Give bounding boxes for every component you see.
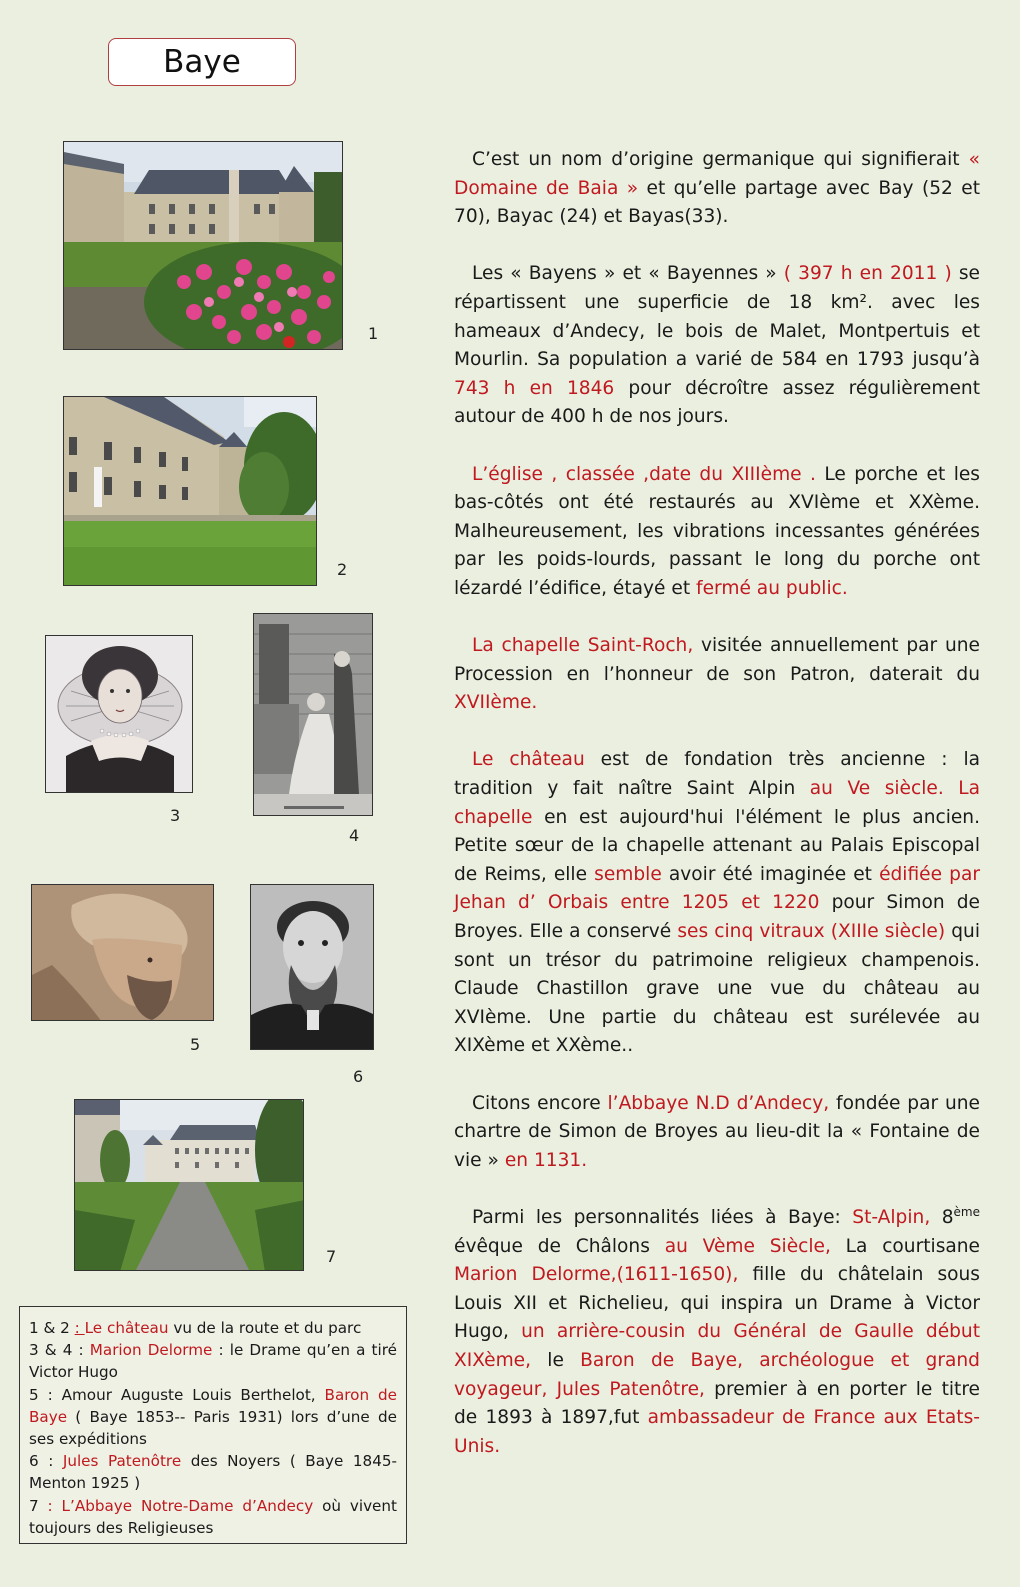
highlight-span: en 1131.: [504, 1149, 588, 1171]
paragraph-personalities: [454, 1204, 980, 1461]
paragraph-abbaye: [454, 1090, 980, 1176]
highlight-span: l’Abbaye N.D d’Andecy,: [607, 1092, 830, 1114]
text-span: 7: [29, 1496, 48, 1515]
highlight-span: 743 h en 1846: [454, 377, 615, 399]
text-span: qui sont un trésor du patrimoine religieux champenois. Claude Chastillon grave une vue du château au XVIème. Une partie du château est surélevée au XIXème et XXème..: [454, 921, 981, 1057]
photo-number-2: 2: [337, 560, 348, 579]
photo-number-6: 6: [353, 1067, 364, 1086]
article-text: [454, 146, 980, 1461]
text-span: C’est un nom d’origine germanique qui signifierait: [472, 149, 969, 170]
text-span: pour décroître assez régulièrement autour de 400 h de nos jours.: [454, 377, 980, 428]
text-span: et qu’elle partage avec Bay (52 et 70), Bayac (24) et Bayas(33).: [454, 177, 980, 228]
drama-engraving-image: [254, 614, 373, 816]
text-span: visitée annuellement par une Procession en l’honneur de son Patron, daterait du: [454, 635, 980, 685]
text-span: premier à en porter le titre de 1893 à 1897,fut: [454, 1378, 980, 1429]
photo-number-4: 4: [349, 826, 360, 845]
highlight-span: Baron de Baye: [29, 1385, 397, 1426]
text-span: se répartissent une superficie de 18 km². avec les hameaux d’Andecy, le bois de Malet, Montpertuis et Mourlin. Sa population a varié de 584 en 1793 jusqu’à: [454, 263, 980, 371]
page-title-box: [108, 38, 296, 86]
superscript: ème: [953, 1204, 980, 1219]
sepia-portrait-image: [32, 885, 214, 1021]
photo-number-7: 7: [326, 1247, 337, 1266]
text-span: fondée par une chartre de Simon de Broyes au lieu-dit la « Fontaine de vie »: [454, 1092, 980, 1171]
photo-number-3: 3: [170, 806, 181, 825]
text-span: vu de la route et du parc: [168, 1319, 362, 1337]
highlight-span: Jules Patenôtre: [62, 1452, 182, 1471]
legend-item-5: [29, 1384, 397, 1451]
photo-jules-patenotre: [250, 884, 374, 1050]
photo-abbaye-andecy: [74, 1099, 304, 1271]
text-span: 5 : Amour Auguste Louis Berthelot,: [29, 1385, 325, 1404]
text-span: Parmi les personnalités liées à Baye:: [472, 1206, 853, 1228]
text-span: Les « Bayens » et « Bayennes »: [472, 263, 784, 285]
text-span: en est aujourd'hui l'élément le plus ancien. Petite sœur de la chapelle attenant au Palais Episcopal de Reims, elle: [454, 806, 980, 885]
text-span: La courtisane: [830, 1235, 980, 1257]
text-span: 3 & 4 :: [29, 1341, 90, 1360]
text-span: Citons encore: [472, 1092, 608, 1114]
highlight-span: ( 397 h en 2011 ): [783, 263, 952, 285]
page-title: Baye: [163, 44, 241, 80]
text-span: 1 & 2: [29, 1319, 75, 1337]
highlight-span: La chapelle Saint-Roch,: [472, 635, 694, 657]
highlight-span: « Domaine de Baia »: [454, 149, 980, 199]
highlight-span: St-Alpin,: [852, 1206, 931, 1228]
text-span: évêque de Châlons: [454, 1235, 665, 1257]
text-span: 6 :: [29, 1452, 63, 1471]
highlight-span: semble: [594, 863, 662, 885]
photo-drama-scene: [253, 613, 373, 816]
photo-legend: [19, 1306, 407, 1544]
text-span: fille du châtelain sous Louis XII et Richelieu, qui inspira un Drame à Victor Hugo,: [454, 1264, 980, 1343]
highlight-span: Le château: [84, 1319, 169, 1337]
highlight-span: :: [74, 1319, 85, 1337]
highlight-span: un arrière-cousin du Général de Gaulle début XIXème,: [454, 1321, 981, 1371]
photo-number-5: 5: [190, 1035, 201, 1054]
legend-item-3-4: [29, 1339, 397, 1383]
text-span: ( Baye 1853-- Paris 1931) lors d’une de ses expéditions: [29, 1407, 397, 1449]
photo-chateau-park: [63, 396, 317, 586]
highlight-span: au Ve siècle. La chapelle: [454, 778, 980, 828]
highlight-span: au Vème Siècle,: [664, 1235, 831, 1257]
bw-portrait-image: [251, 885, 374, 1050]
abbaye-image: [75, 1100, 304, 1271]
paragraph-chapel-saint-roch: [454, 632, 980, 718]
highlight-span: Baron de Baye, archéologue et grand voyageur, Jules Patenôtre,: [454, 1349, 980, 1400]
legend-item-1-2: [29, 1317, 397, 1339]
highlight-span: L’église , classée ,date du XIIIème .: [472, 463, 816, 485]
text-span: avoir été imaginée et: [661, 863, 880, 885]
text-span: pour Simon de Broyes. Elle a conservé: [454, 892, 980, 943]
text-span: le: [531, 1349, 581, 1371]
paragraph-population: [454, 260, 980, 432]
chateau-flowers-image: [64, 142, 343, 350]
highlight-span: : L’Abbaye Notre-Dame d’Andecy: [47, 1496, 314, 1515]
photo-baron-de-baye: [31, 884, 214, 1021]
highlight-span: fermé au public.: [696, 577, 848, 599]
highlight-span: ses cinq vitraux (XIIIe siècle): [677, 921, 946, 943]
photo-number-1: 1: [368, 324, 379, 343]
highlight-span: Marion Delorme: [89, 1341, 213, 1360]
legend-item-7: [29, 1495, 397, 1539]
highlight-span: XVIIème.: [454, 692, 538, 714]
paragraph-origin: [454, 146, 980, 232]
highlight-span: Le château: [472, 749, 585, 771]
chateau-park-image: [64, 397, 317, 586]
photo-marion-delorme-portrait: [45, 635, 193, 793]
text-span: des Noyers ( Baye 1845- Menton 1925 ): [29, 1452, 398, 1493]
text-span: : le Drame qu’en a tiré Victor Hugo: [29, 1341, 397, 1382]
portrait-engraving-image: [46, 636, 193, 793]
photo-chateau-flowers: [63, 141, 343, 350]
legend-item-6: [29, 1450, 397, 1494]
text-span: 8: [930, 1206, 954, 1228]
text-span: est de fondation très ancienne : la tradition y fait naître Saint Alpin: [454, 749, 980, 800]
highlight-span: ambassadeur de France aux Etats-Unis.: [454, 1407, 980, 1457]
text-span: où vivent toujours des Religieuses: [29, 1496, 397, 1537]
paragraph-chateau: [454, 746, 980, 1061]
highlight-span: Marion Delorme,(1611-1650),: [454, 1264, 739, 1286]
highlight-span: édifiée par Jehan d’ Orbais entre 1205 et 1220: [454, 863, 980, 914]
text-span: Le porche et les bas-côtés ont été restaurés au XVIème et XXème. Malheureusement, les vibrations incessantes générées par les poids-lourds, passant le long du porche ont lézardé l’édifice, étayé et: [454, 463, 980, 599]
paragraph-church: [454, 461, 980, 604]
